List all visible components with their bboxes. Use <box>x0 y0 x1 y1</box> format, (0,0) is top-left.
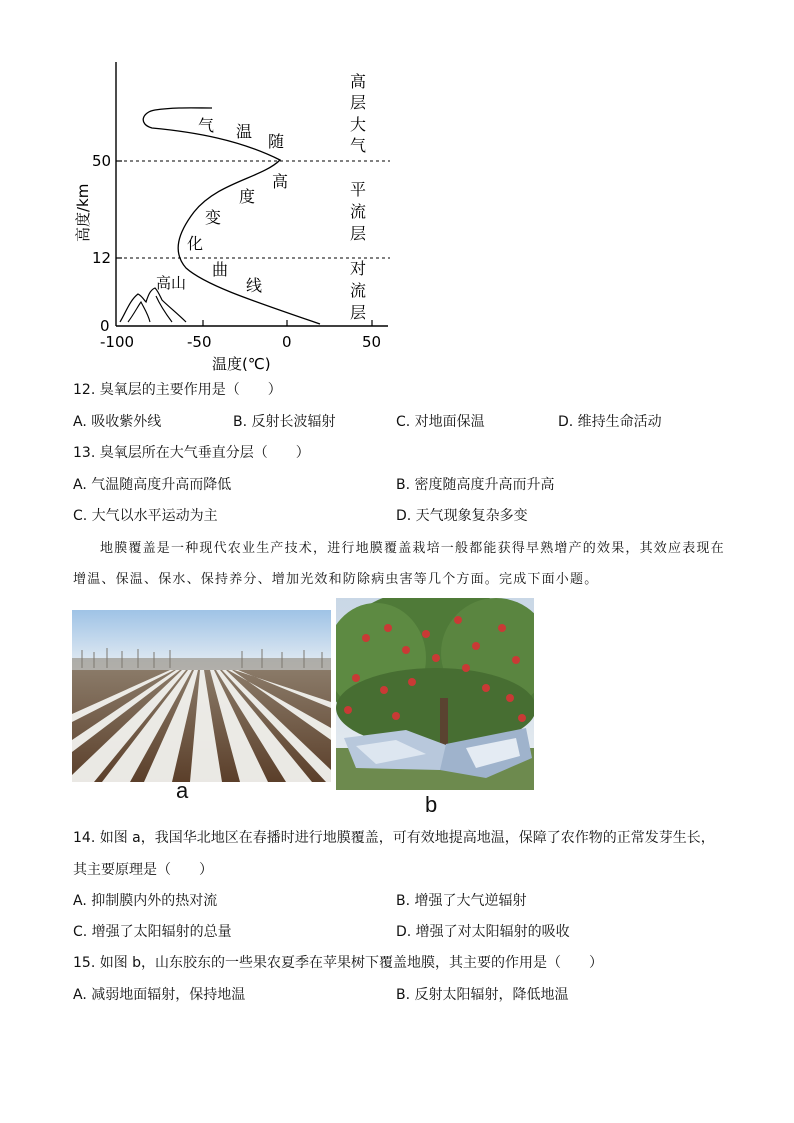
passage-line-1: 地膜覆盖是一种现代农业生产技术，进行地膜覆盖栽培一般都能获得早熟增产的效果，其效应表现在 <box>100 541 725 556</box>
q13-option-b[interactable]: B. 密度随高度升高而升高 <box>396 477 555 493</box>
q13-option-d[interactable]: D. 天气现象复杂多变 <box>396 508 528 524</box>
q14-option-a[interactable]: A. 抑制膜内外的热对流 <box>73 893 218 909</box>
layer-label-upper: 大 <box>350 115 367 134</box>
y-axis-label: 高度/km <box>74 183 92 242</box>
question-13-stem: 13. 臭氧层所在大气垂直分层（ ） <box>73 445 310 461</box>
mountain-icon <box>120 288 186 322</box>
layer-label-upper: 气 <box>350 136 367 155</box>
q12-option-b[interactable]: B. 反射长波辐射 <box>233 414 336 430</box>
layer-label-upper: 高 <box>350 72 367 91</box>
question-15-stem: 15. 如图 b，山东胶东的一些果农夏季在苹果树下覆盖地膜，其主要的作用是（ ） <box>73 955 604 971</box>
curve-label-char: 高 <box>272 172 289 191</box>
q13-option-a[interactable]: A. 气温随高度升高而降低 <box>73 477 232 493</box>
atmosphere-temperature-diagram <box>0 0 400 380</box>
question-14-stem-line-2: 其主要原理是（ ） <box>73 862 213 878</box>
x-tick-label: -50 <box>187 333 212 351</box>
curve-label-char: 曲 <box>212 260 229 279</box>
layer-label-strat: 平 <box>350 180 367 199</box>
curve-label-char: 随 <box>268 132 285 151</box>
layer-label-strat: 流 <box>350 202 367 221</box>
q12-option-a[interactable]: A. 吸收紫外线 <box>73 414 162 430</box>
curve-label-char: 温 <box>236 122 253 141</box>
q14-option-d[interactable]: D. 增强了对太阳辐射的吸收 <box>396 924 570 940</box>
x-axis-label: 温度(℃) <box>212 355 271 373</box>
curve-label-char: 气 <box>198 116 215 135</box>
curve-label-char: 变 <box>205 208 222 227</box>
y-tick-label: 0 <box>100 317 110 335</box>
q12-option-d[interactable]: D. 维持生命活动 <box>558 414 662 430</box>
curve-label-char: 线 <box>246 276 263 295</box>
photo-b-caption: b <box>425 792 438 817</box>
q15-option-a[interactable]: A. 减弱地面辐射，保持地温 <box>73 987 246 1003</box>
y-tick-label: 50 <box>92 152 112 170</box>
q13-option-c[interactable]: C. 大气以水平运动为主 <box>73 508 218 524</box>
q15-option-b[interactable]: B. 反射太阳辐射，降低地温 <box>396 987 569 1003</box>
passage-line-2: 增温、保温、保水、保持养分、增加光效和防除病虫害等几个方面。完成下面小题。 <box>73 572 599 587</box>
mountain-label: 高山 <box>156 274 187 292</box>
photo-a-plastic-mulch-field <box>72 610 331 782</box>
layer-label-upper: 层 <box>350 93 367 112</box>
q12-option-c[interactable]: C. 对地面保温 <box>396 414 485 430</box>
layer-label-tropo: 层 <box>350 303 367 322</box>
x-tick-label: -100 <box>100 333 135 351</box>
x-tick-label: 50 <box>362 333 382 351</box>
question-14-stem-line-1: 14. 如图 a，我国华北地区在春播时进行地膜覆盖，可有效地提高地温，保障了农作物的正常发芽生长， <box>73 830 715 846</box>
y-tick-label: 12 <box>92 249 112 267</box>
photo-a-caption: a <box>176 778 189 803</box>
layer-label-strat: 层 <box>350 224 367 243</box>
x-tick-label: 0 <box>282 333 292 351</box>
photo-b-apple-orchard <box>336 598 534 790</box>
curve-label-char: 化 <box>187 234 204 253</box>
layer-label-tropo: 对 <box>350 259 367 278</box>
question-12-stem: 12. 臭氧层的主要作用是（ ） <box>73 382 282 398</box>
layer-label-tropo: 流 <box>350 281 367 300</box>
curve-label-char: 度 <box>239 187 256 206</box>
q14-option-c[interactable]: C. 增强了太阳辐射的总量 <box>73 924 232 940</box>
q14-option-b[interactable]: B. 增强了大气逆辐射 <box>396 893 527 909</box>
